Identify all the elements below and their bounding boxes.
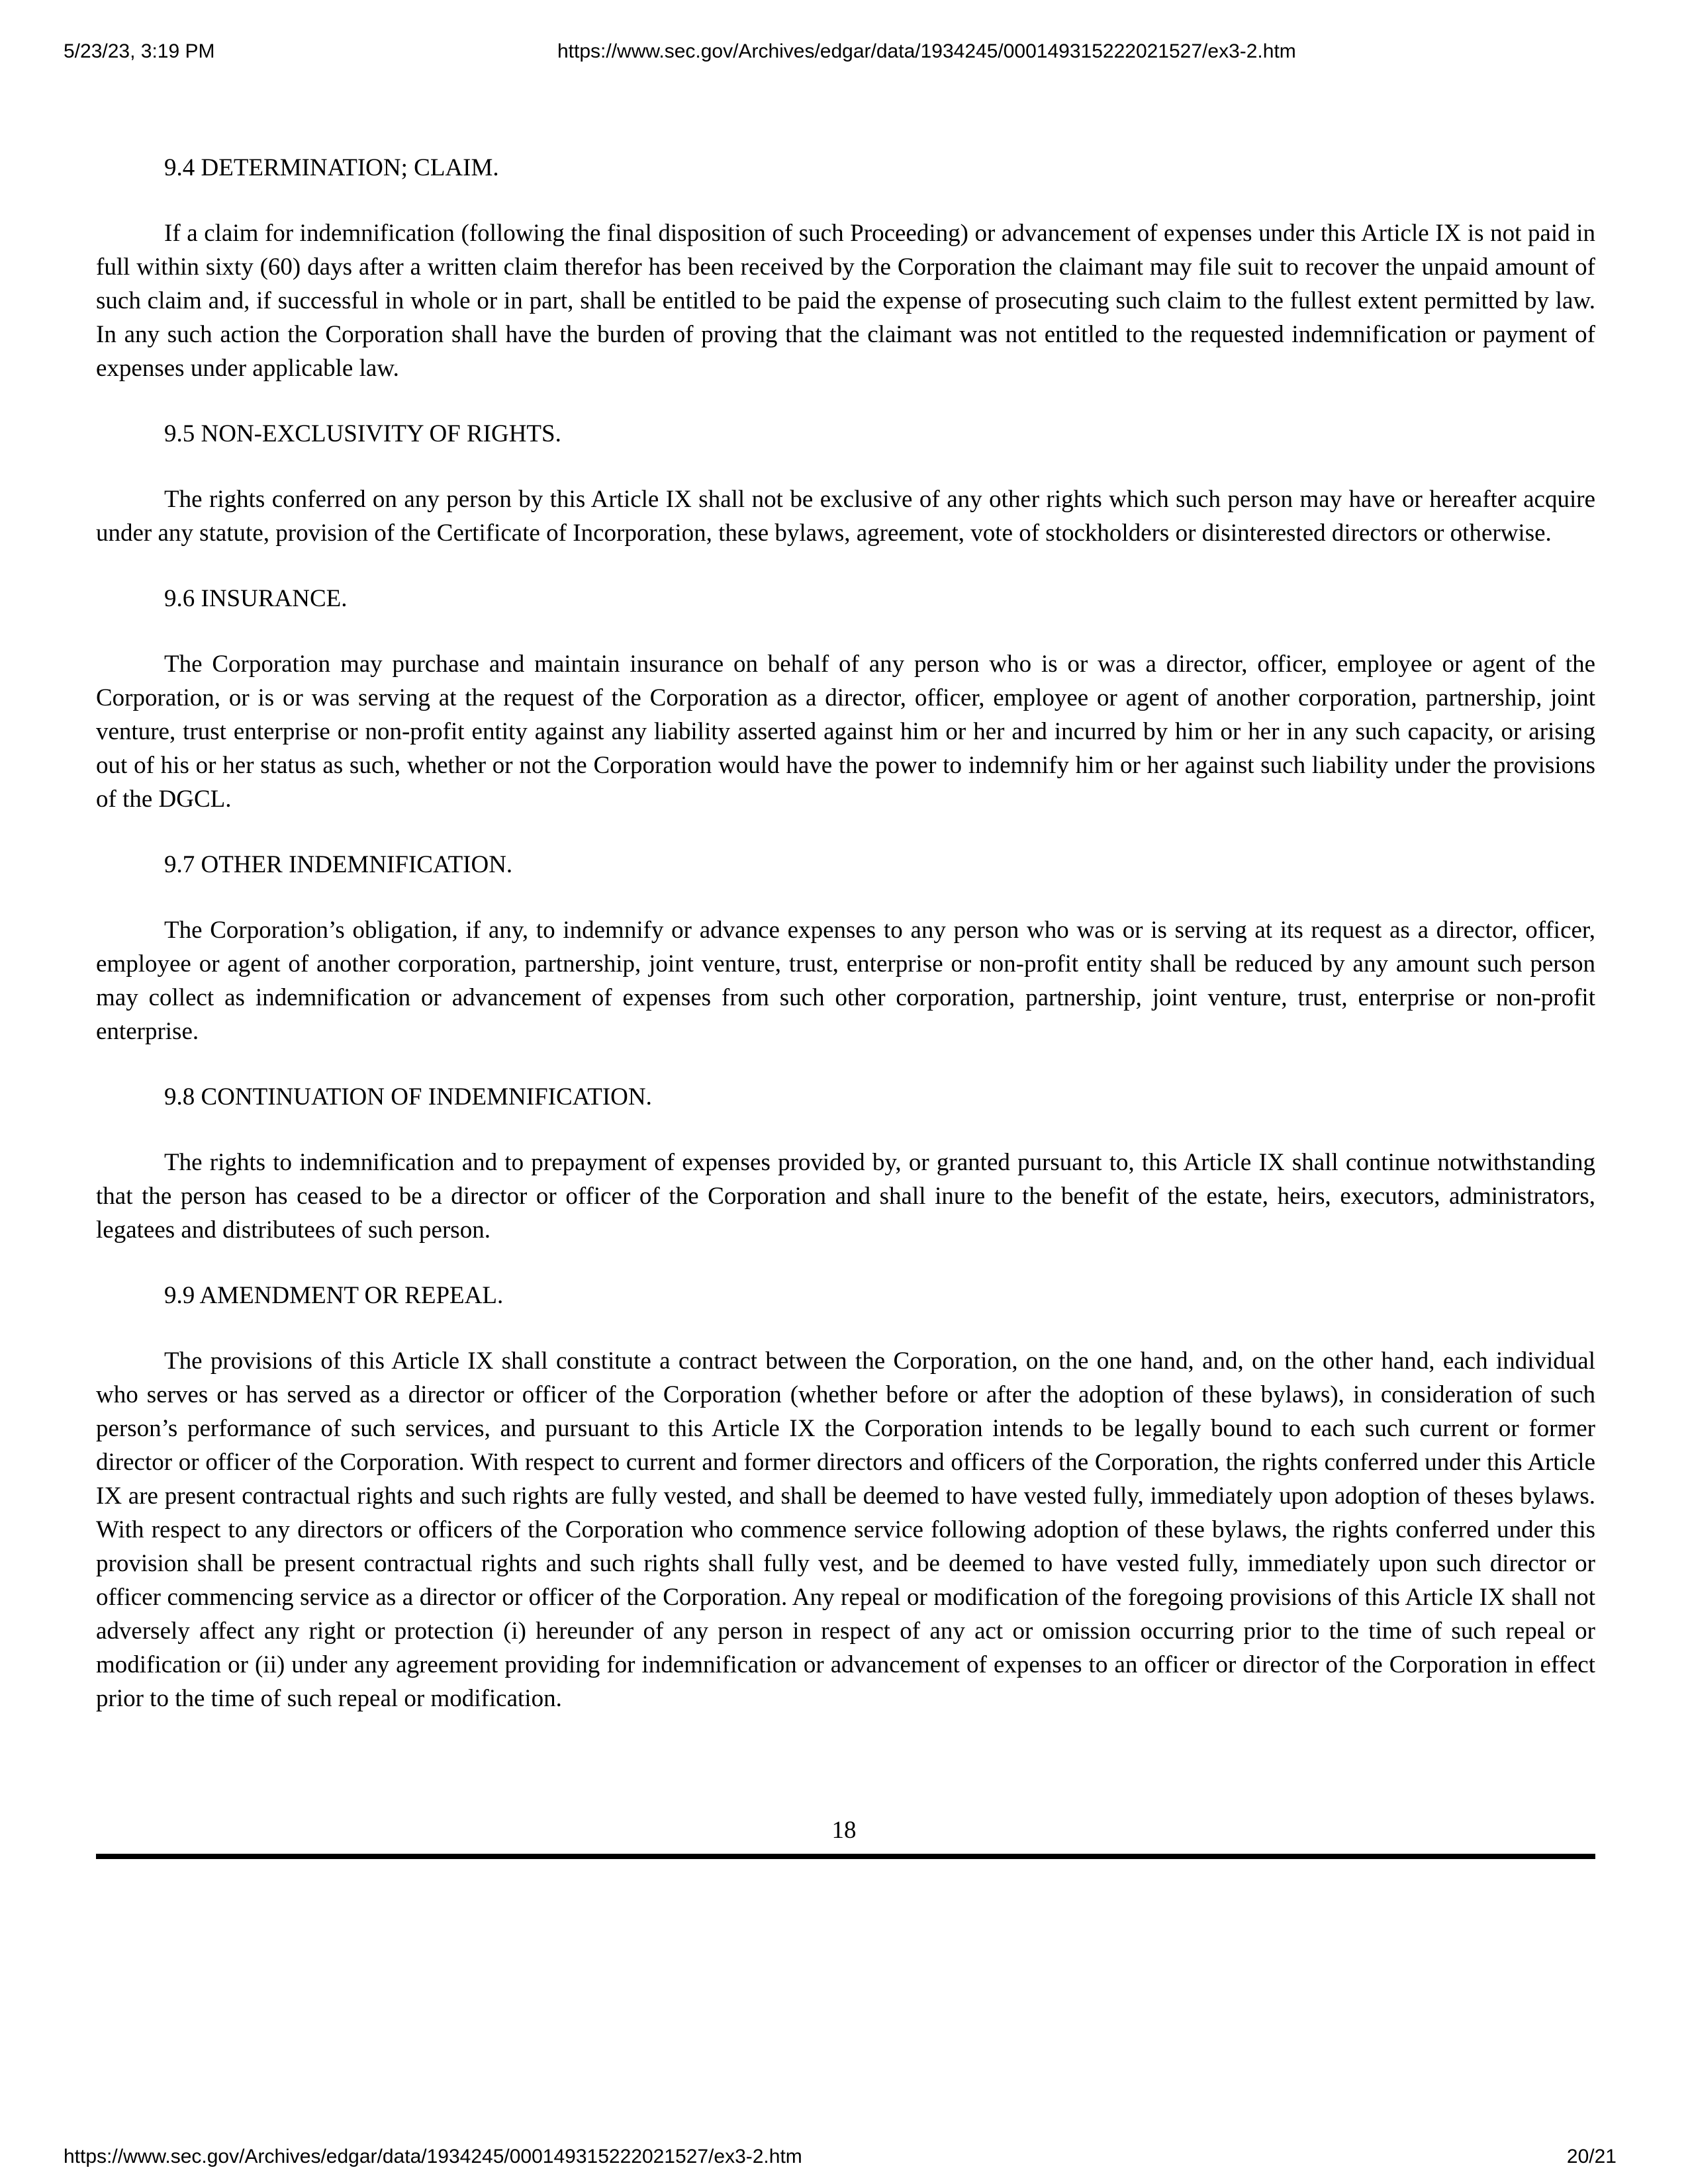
print-datetime: 5/23/23, 3:19 PM — [64, 40, 215, 62]
section-heading: 9.5 NON-EXCLUSIVITY OF RIGHTS. — [164, 420, 561, 447]
print-footer — [0, 2144, 1688, 2170]
section-9-4 — [96, 151, 1595, 385]
section-paragraph: The Corporation may purchase and maintain insurance on behalf of any person who is or was a director, officer, employee or agent of the Corporation, or is or was serving at the request of the Corporation as a director, officer, employee or agent of another corporation, partnership, joint venture, trust enterprise or non-profit entity against any liability asserted against him or her and incurred by him or her in any such capacity, or arising out of his or her status as such, whether or not the Corporation would have the power to indemnify him or her against such liability under the provisions of the DGCL. — [96, 651, 1595, 813]
section-heading: 9.6 INSURANCE. — [164, 585, 348, 612]
section-9-5 — [96, 417, 1595, 550]
section-paragraph: The rights conferred on any person by this Article IX shall not be exclusive of any other rights which such person may have or hereafter acquire under any statute, provision of the Certificate of Incorporation, these bylaws, agreement, vote of stockholders or disinterested directors or otherwise. — [96, 486, 1595, 547]
print-header — [0, 38, 1688, 65]
section-heading: 9.8 CONTINUATION OF INDEMNIFICATION. — [164, 1083, 652, 1111]
section-paragraph: The rights to indemnification and to prepayment of expenses provided by, or granted pursuant to, this Article IX shall continue notwithstanding that the person has ceased to be a director or officer of the Corporation and shall inure to the benefit of the estate, heirs, executors, administrators, legatees and distributees of such person. — [96, 1149, 1595, 1244]
section-heading: 9.9 AMENDMENT OR REPEAL. — [164, 1282, 504, 1309]
print-footer-url[interactable]: https://www.sec.gov/Archives/edgar/data/1934245/000149315222021527/ex3-2.htm — [64, 2146, 802, 2167]
section-paragraph: If a claim for indemnification (following the final disposition of such Proceeding) or advancement of expenses under this Article IX is not paid in full within sixty (60) days after a written claim therefor has been received by the Corporation the claimant may file suit to recover the unpaid amount of such claim and, if successful in whole or in part, shall be entitled to be paid the expense of prosecuting such claim to the fullest extent permitted by law. In any such action the Corporation shall have the burden of proving that the claimant was not entitled to the requested indemnification or payment of expenses under applicable law. — [96, 220, 1595, 382]
section-9-7 — [96, 848, 1595, 1048]
section-paragraph: The provisions of this Article IX shall constitute a contract between the Corporation, on the one hand, and, on the other hand, each individual who serves or has served as a director or officer of the Corporation (whether before or after the adoption of these bylaws), in consideration of such person’s performance of such services, and pursuant to this Article IX the Corporation intends to be legally bound to each such current or former director or officer of the Corporation. With respect to current and former directors and officers of the Corporation, the rights conferred under this Article IX are present contractual rights and such rights are fully vested, and shall be deemed to have vested fully, immediately upon adoption of theses bylaws. With respect to any directors or officers of the Corporation who commence service following adoption of these bylaws, the rights conferred under this provision shall be present contractual rights and such rights shall fully vest, and be deemed to have vested fully, immediately upon such director or officer commencing service as a director or officer of the Corporation. Any repeal or modification of the foregoing provisions of this Article IX shall not adversely affect any right or protection (i) hereunder of any person in respect of any act or omission occurring prior to the time of such repeal or modification or (ii) under any agreement providing for indemnification or advancement of expenses to an officer or director of the Corporation in effect prior to the time of such repeal or modification. — [96, 1347, 1595, 1712]
print-header-url[interactable]: https://www.sec.gov/Archives/edgar/data/1934245/000149315222021527/ex3-2.htm — [557, 40, 1296, 62]
page-divider-rule — [96, 1854, 1595, 1859]
page-number: 18 — [831, 1817, 857, 1844]
section-paragraph: The Corporation’s obligation, if any, to indemnify or advance expenses to any person who was or is serving at its request as a director, officer, employee or agent of another corporation, partnership, joint venture, trust, enterprise or non-profit entity shall be reduced by any amount such person may collect as indemnification or advancement of expenses from such other corporation, partnership, joint venture, trust, enterprise or non-profit enterprise. — [96, 917, 1595, 1045]
document-body — [96, 151, 1595, 1747]
section-heading: 9.4 DETERMINATION; CLAIM. — [164, 154, 499, 181]
section-9-6 — [96, 582, 1595, 816]
print-page-counter: 20/21 — [1566, 2146, 1617, 2167]
section-9-9 — [96, 1279, 1595, 1715]
section-9-8 — [96, 1080, 1595, 1247]
section-heading: 9.7 OTHER INDEMNIFICATION. — [164, 851, 513, 878]
